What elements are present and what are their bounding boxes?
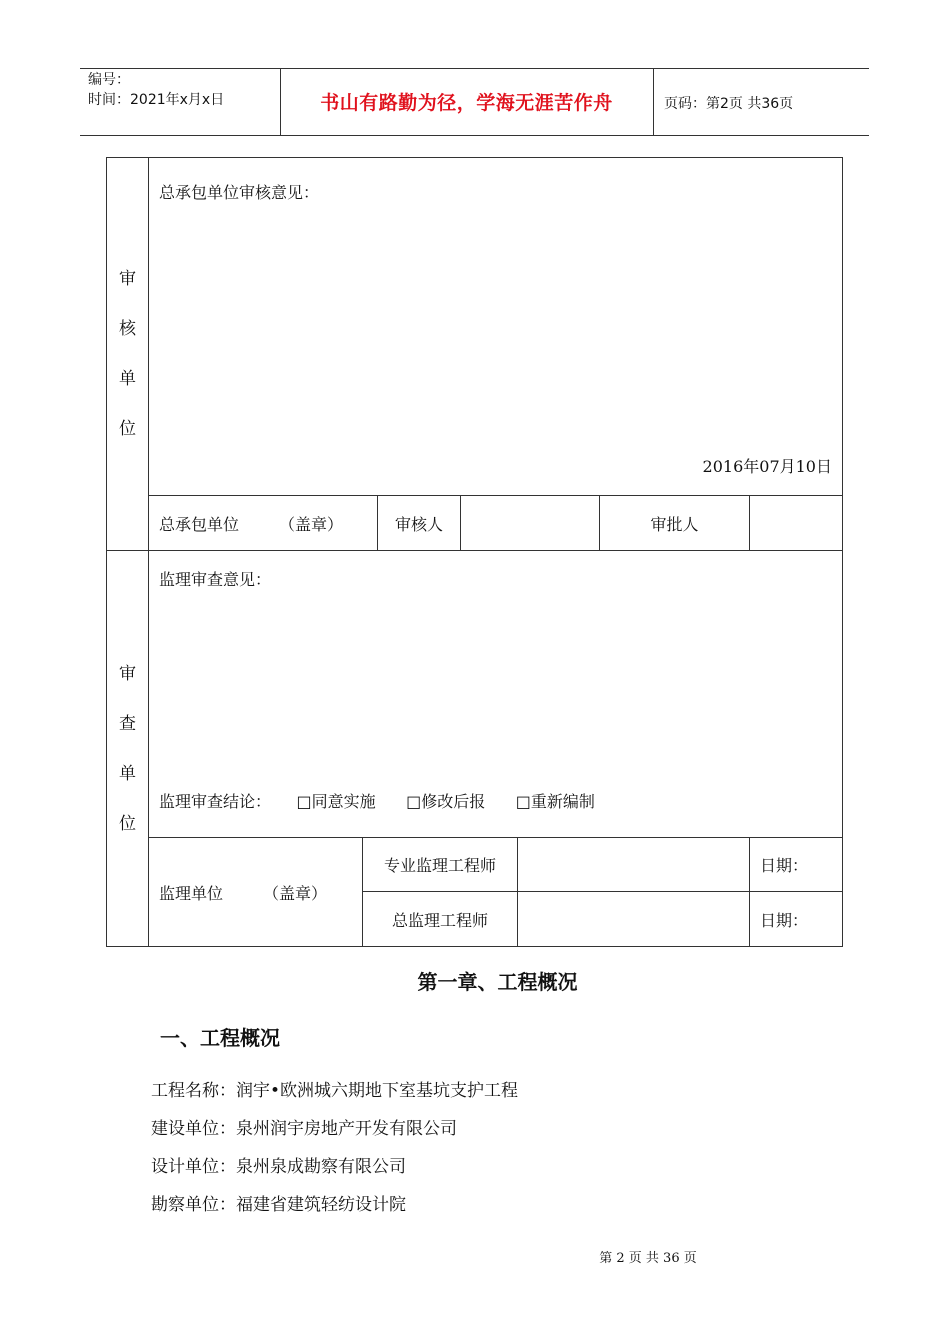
- option-redo-checkbox[interactable]: □重新编制: [515, 792, 595, 811]
- supervisor-seal-label: （盖章）: [263, 883, 328, 903]
- contractor-opinion-cell[interactable]: [149, 158, 843, 496]
- header-top-rule: [80, 68, 869, 69]
- page-footer: 第 2 页 共 36 页: [599, 1251, 697, 1266]
- header-meta: [88, 70, 224, 110]
- header-number: 编号：: [88, 72, 130, 88]
- approval-form-table: [106, 157, 843, 947]
- option-approve-checkbox[interactable]: □同意实施: [296, 792, 376, 811]
- supervisor-opinion-cell[interactable]: [149, 551, 843, 838]
- contractor-opinion-title: 总承包单位审核意见：: [159, 183, 320, 202]
- specialist-date-label: 日期：: [750, 838, 843, 892]
- chief-signature-field[interactable]: [518, 892, 750, 947]
- reviewer-signature-field[interactable]: [461, 496, 600, 551]
- specialist-signature-field[interactable]: [518, 838, 750, 892]
- reviewer-label: 审核人: [378, 496, 461, 551]
- approver-label: 审批人: [600, 496, 750, 551]
- chief-date-label: 日期：: [750, 892, 843, 947]
- supervisor-unit-cell: 监理单位 （盖章）: [149, 838, 363, 947]
- section-title: 一、工程概况: [160, 1026, 280, 1050]
- header-page-number: 页码：第2页 共36页: [664, 96, 794, 112]
- approver-signature-field[interactable]: [750, 496, 843, 551]
- project-name: 工程名称：润宇•欧洲城六期地下室基坑支护工程: [151, 1081, 519, 1101]
- contractor-seal-label: （盖章）: [279, 514, 344, 534]
- supervisor-conclusion-row: [159, 789, 595, 812]
- construction-unit: 建设单位：泉州润宇房地产开发有限公司: [151, 1119, 457, 1139]
- header-bottom-rule: [80, 135, 869, 136]
- contractor-unit-cell: 总承包单位 （盖章）: [149, 496, 378, 551]
- chief-engineer-label: 总监理工程师: [363, 892, 518, 947]
- header-divider: [653, 68, 654, 135]
- header-motto: 书山有路勤为径，学海无涯苦作舟: [320, 92, 613, 114]
- supervisor-opinion-title: 监理审查意见：: [159, 570, 272, 589]
- review-unit-side-label: 审 核 单 位: [107, 158, 149, 551]
- design-unit: 设计单位：泉州泉成勘察有限公司: [151, 1157, 406, 1177]
- chapter-title: 第一章、工程概况: [417, 970, 578, 994]
- specialist-engineer-label: 专业监理工程师: [363, 838, 518, 892]
- survey-unit: 勘察单位：福建省建筑轻纺设计院: [151, 1195, 406, 1215]
- option-revise-checkbox[interactable]: □修改后报: [406, 792, 486, 811]
- inspection-unit-side-label: 审 查 单 位: [107, 551, 149, 947]
- header-time: 时间：2021年x月x日: [88, 92, 225, 108]
- contractor-opinion-date: 2016年07月10日: [702, 457, 832, 476]
- conclusion-label: 监理审查结论：: [159, 792, 272, 811]
